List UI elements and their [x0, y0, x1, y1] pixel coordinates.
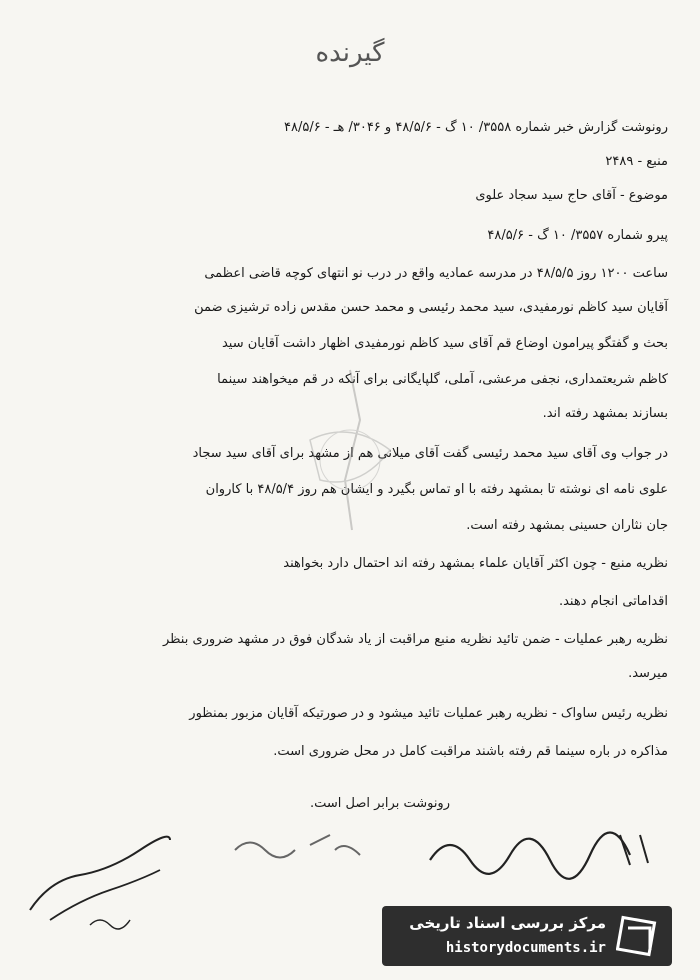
watermark-footer	[382, 906, 672, 966]
source-line: منبع - ۲۴۸۹	[605, 154, 668, 169]
follow-up-line: پیرو شماره ۳۵۵۷/ ۱۰ گ - ۴۸/۵/۶	[487, 228, 668, 243]
archive-name: مرکز بررسی اسناد تاریخی	[409, 914, 606, 932]
faded-stamp-icon	[290, 360, 410, 540]
subject-line: موضوع - آقای حاج سید سجاد علوی	[475, 188, 668, 203]
body-line: علوی نامه ای نوشته تا بمشهد رفته با او تماس بگیرد و ایشان هم روز ۴۸/۵/۴ با کاروان	[205, 482, 668, 497]
handwritten-original-signature	[420, 820, 670, 880]
body-line: آقایان سید کاظم نورمفیدی، سید محمد رئیسی و محمد حسن مقدس زاده ترشیزی ضمن	[194, 300, 668, 315]
operations-head-opinion-line: میرسد.	[628, 666, 668, 681]
operations-head-opinion-line: نظریه رهبر عملیات - ضمن تائید نظریه منبع مراقبت از یاد شدگان فوق در مشهد ضروری بنظر	[162, 632, 668, 647]
body-line: بسازند بمشهد رفته اند.	[542, 406, 668, 421]
source-opinion-line: نظریه منبع - چون اکثر آقایان علماء بمشهد رفته اند احتمال دارد بخواهند	[283, 556, 668, 571]
body-line: جان نثاران حسینی بمشهد رفته است.	[466, 518, 668, 533]
certification-line: رونوشت برابر اصل است.	[309, 796, 450, 811]
body-line: در جواب وی آقای سید محمد رئیسی گفت آقای میلانی هم از مشهد برای آقای سید سجاد	[192, 446, 668, 461]
archive-logo-icon	[616, 914, 662, 958]
archive-website: historydocuments.ir	[445, 940, 606, 956]
body-line: ساعت ۱۲۰۰ روز ۴۸/۵/۵ در مدرسه عمادیه واقع در درب نو انتهای کوچه قاضی اعظمی	[204, 266, 668, 281]
department-head-opinion-line: مذاکره در باره سینما قم رفته باشند مراقبت کامل در محل ضروری است.	[273, 744, 668, 759]
handwritten-signature	[230, 820, 370, 870]
handwritten-note-signature	[20, 820, 180, 930]
department-head-opinion-line: نظریه رئیس ساواک - نظریه رهبر عملیات تائید میشود و در صورتیکه آقایان مزبور بمنظور	[189, 706, 668, 721]
document-heading: گیرنده	[315, 38, 385, 68]
body-line: بحث و گفتگو پیرامون اوضاع قم آقای سید کاظم نورمفیدی اظهار داشت آقایان سید	[221, 336, 668, 351]
report-reference-line: رونوشت گزارش خبر شماره ۳۵۵۸/ ۱۰ گ - ۴۸/۵/۶ و ۳۰۴۶/ هـ - ۴۸/۵/۶	[284, 120, 668, 135]
source-opinion-line: اقداماتی انجام دهند.	[558, 594, 668, 609]
body-line: کاظم شریعتمداری، نجفی مرعشی، آملی، گلپایگانی برای آنکه در قم میخواهند سینما	[217, 372, 668, 387]
